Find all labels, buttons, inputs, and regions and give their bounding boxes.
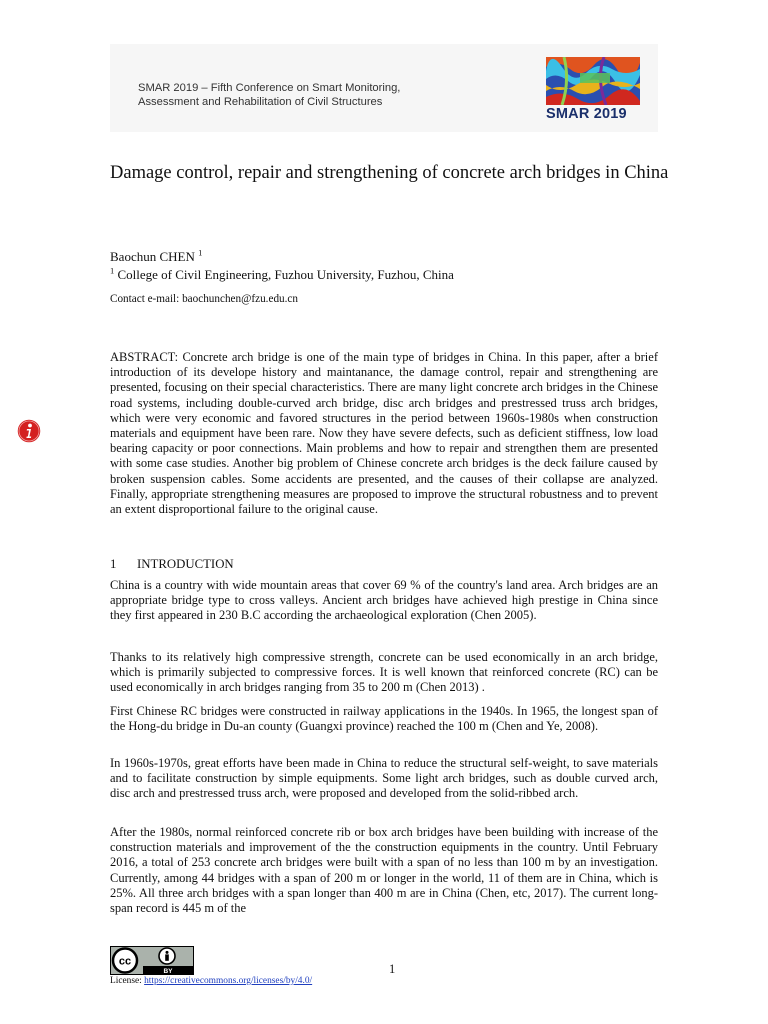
logo-text: SMAR 2019 [546,106,627,122]
conference-name [138,81,400,109]
intro-paragraph-2: Thanks to its relatively high compressive strength, concrete can be used economically in an arch bridge, which is primarily subjected to compressive forces. It is well known that reinforced concrete (RC) can be used economically in arch bridges ranging from 35 to 200 m (Chen 2013) . [110,650,658,695]
section-heading [110,557,234,572]
abstract: ABSTRACT: Concrete arch bridge is one of the main type of bridges in China. In this paper, after a brief introduction of its develope history and maintanance, the damage control, repair and strengthening are presented, focusing on their special characteristics. There are many light concrete arch bridges in the Chinese road systems, including double-curved arch bridge, disc arch bridges and prestressed truss arch bridges, which were very economic and favored structures in the period between 1960s-1980s when construction materials and equipment have been rare. Now they have severe defects, such as deficient stiffness, low load bearing capacity or poor connections. Main problems and how to repair and strengthen them are presented with some case studies. Another big problem of Chinese concrete arch bridges is the deck failure caused by broken suspension cables. Some accidents are presented, and the causes of their collapse are analyzed. Finally, appropriate strengthening measures are proposed to improve the structural robustness and to prevent an extent disproportional failure to the original cause. [110,350,658,517]
info-icon[interactable] [16,418,42,444]
smar-logo [546,57,642,121]
intro-paragraph-1: China is a country with wide mountain areas that cover 69 % of the country's land area. Arch bridges are an appropriate bridge type to cross valleys. Ancient arch bridges have achieved high prestige in China since they first appeared in 230 B.C according the archaeological exploration (Chen 2005). [110,578,658,623]
author-superscript: 1 [198,247,203,258]
affiliation-superscript: 1 [110,265,115,276]
section-number: 1 [110,557,117,571]
logo-graphic-icon [546,57,640,105]
author-name: Baochun CHEN [110,249,195,264]
page-number: 1 [389,962,396,976]
license-link[interactable]: https://creativecommons.org/licenses/by/4.0/ [144,976,313,986]
section-title: INTRODUCTION [137,557,234,571]
license-label: License: [110,976,145,986]
intro-paragraph-5: After the 1980s, normal reinforced concrete rib or box arch bridges have been building with increase of the construction materials and improvement of the the construction equipments in the country. Until February 2016, a total of 253 concrete arch bridges were built with a span of no less than 100 m by an investigation. Currently, among 44 bridges with a span of 200 m or longer in the world, 11 of them are in China, which is 25%. All three arch bridges with a span longer than 400 m are in China (Chen, etc, 2017). The current long-span record is 445 m of the [110,825,658,916]
affiliation-line [110,267,454,283]
cc-by-license-badge [110,946,194,975]
license-line [110,976,312,986]
affiliation-text: College of Civil Engineering, Fuzhou University, Fuzhou, China [117,267,454,282]
conference-name-line2: Assessment and Rehabilitation of Civil Structures [138,96,383,108]
intro-paragraph-4: In 1960s-1970s, great efforts have been made in China to reduce the structural self-weight, to save materials and to facilitate construction by simple equipments. Some light arch bridges, such as double curved arch, disc arch and prestressed truss arch, were proposed and developed from the solid-ribbed arch. [110,756,658,801]
cc-by-label: BY [163,968,173,975]
author-line [110,249,202,265]
paper-title: Damage control, repair and strengthening of concrete arch bridges in China [110,163,669,183]
intro-paragraph-3: First Chinese RC bridges were constructed in railway applications in the 1940s. In 1965, the longest span of the Hong-du bridge in Du-an county (Guangxi province) reached the 100 m (Chen and Ye, 2008). [110,704,658,734]
conference-name-line1: SMAR 2019 – Fifth Conference on Smart Monitoring, [138,82,401,94]
contact-email: Contact e-mail: baochunchen@fzu.edu.cn [110,293,298,305]
svg-text:cc: cc [118,955,132,968]
